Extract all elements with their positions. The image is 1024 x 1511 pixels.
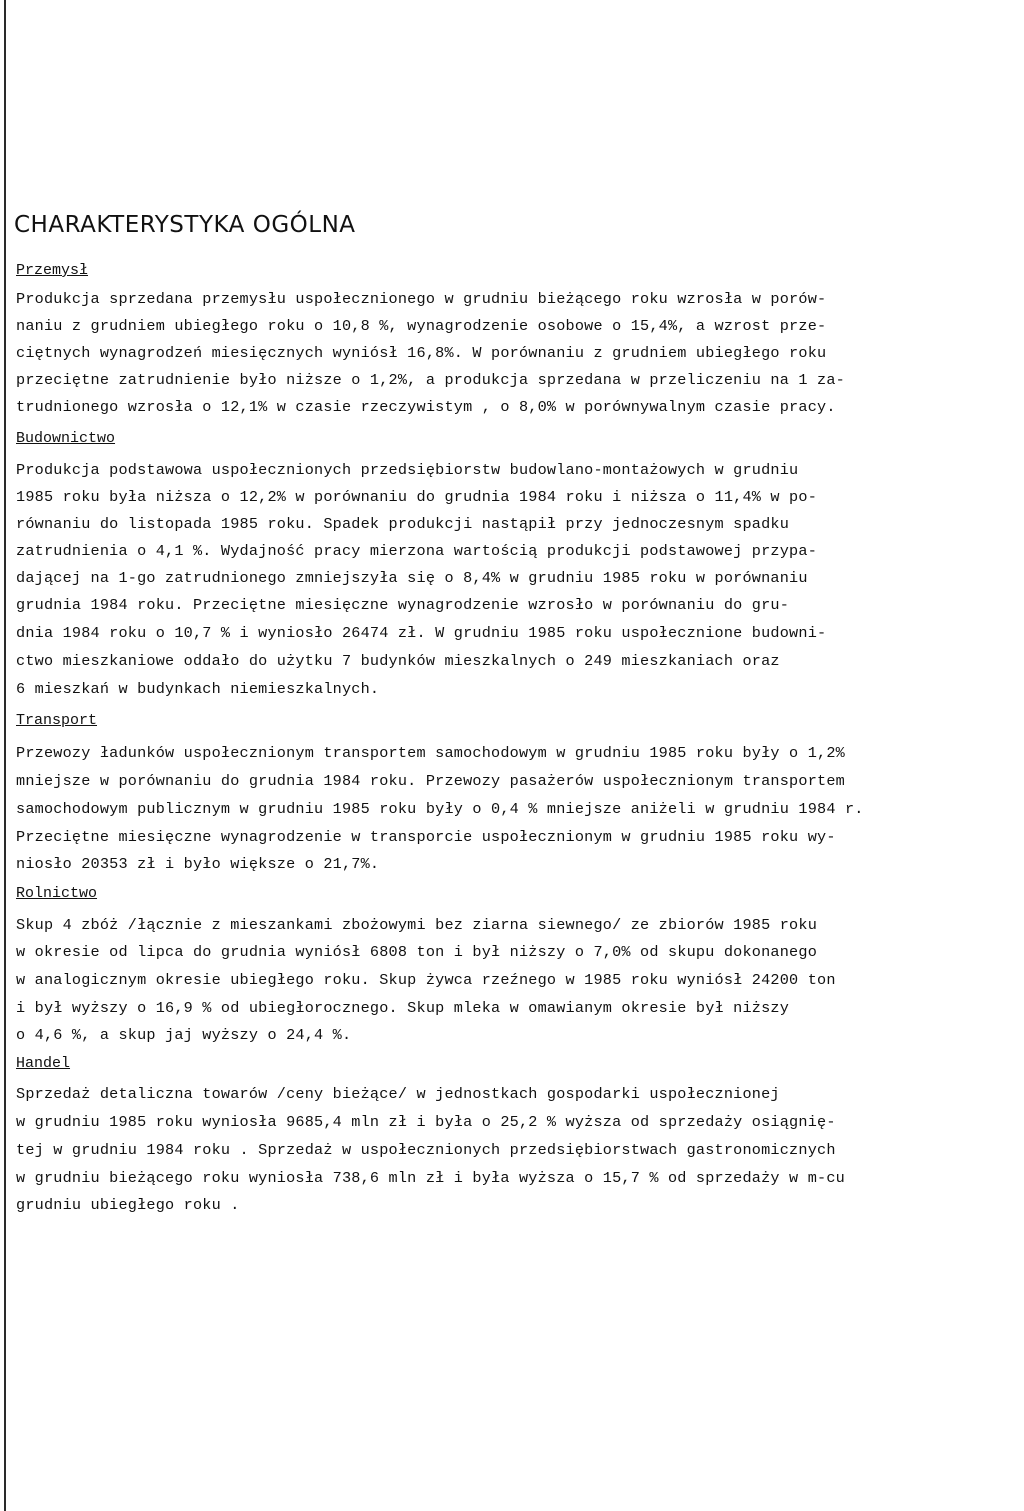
paragraph-line: i był wyższy o 16,9 % od ubiegłorocznego. Skup mleka w omawianym okresie był niższy: [16, 999, 790, 1017]
paragraph-line: grudnia 1984 roku. Przeciętne miesięczne wynagrodzenie wzrosło w porównaniu do gru-: [16, 596, 790, 614]
page-title: CHARAKTERYSTYKA OGÓLNA: [14, 212, 356, 238]
paragraph-line: tej w grudniu 1984 roku . Sprzedaż w uspołecznionych przedsiębiorstwach gastronomicznych: [16, 1141, 836, 1159]
paragraph-line: przeciętne zatrudnienie było niższe o 1,2%, a produkcja sprzedana w przeliczeniu na 1 za-: [16, 371, 845, 389]
paragraph-line: Przewozy ładunków uspołecznionym transportem samochodowym w grudniu 1985 roku były o 1,2%: [16, 744, 845, 762]
paragraph-line: dnia 1984 roku o 10,7 % i wyniosło 26474 zł. W grudniu 1985 roku uspołecznione budowni-: [16, 624, 827, 642]
section-heading-trade: Handel: [16, 1055, 71, 1072]
paragraph-line: Sprzedaż detaliczna towarów /ceny bieżące/ w jednostkach gospodarki uspołecznionej: [16, 1085, 780, 1103]
section-heading-industry: Przemysł: [16, 262, 89, 279]
paragraph-line: Produkcja podstawowa uspołecznionych przedsiębiorstw budowlano-montażowych w grudniu: [16, 461, 799, 479]
paragraph-line: 1985 roku była niższa o 12,2% w porównaniu do grudnia 1984 roku i niższa o 11,4% w po-: [16, 488, 818, 506]
paragraph-line: w grudniu 1985 roku wyniosła 9685,4 mln zł i była o 25,2 % wyższa od sprzedaży osiągnię-: [16, 1113, 836, 1131]
paragraph-line: ciętnych wynagrodzeń miesięcznych wyniósł 16,8%. W porównaniu z grudniem ubiegłego roku: [16, 344, 827, 362]
paragraph-line: zatrudnienia o 4,1 %. Wydajność pracy mierzona wartością produkcji podstawowej przypa-: [16, 542, 818, 560]
paragraph-line: równaniu do listopada 1985 roku. Spadek produkcji nastąpił przy jednoczesnym spadku: [16, 515, 790, 533]
paragraph-line: dającej na 1-go zatrudnionego zmniejszyła się o 8,4% w grudniu 1985 roku w porównaniu: [16, 569, 808, 587]
paragraph-line: Produkcja sprzedana przemysłu uspołecznionego w grudniu bieżącego roku wzrosła w porów-: [16, 290, 827, 308]
paragraph-line: Przeciętne miesięczne wynagrodzenie w transporcie uspołecznionym w grudniu 1985 roku wy-: [16, 828, 836, 846]
paragraph-line: naniu z grudniem ubiegłego roku o 10,8 %, wynagrodzenie osobowe o 15,4%, a wzrost prze-: [16, 317, 827, 335]
paragraph-line: o 4,6 %, a skup jaj wyższy o 24,4 %.: [16, 1026, 352, 1044]
paragraph-line: samochodowym publicznym w grudniu 1985 roku były o 0,4 % mniejsze aniżeli w grudniu 1984 r.: [16, 800, 864, 818]
paragraph-line: niosło 20353 zł i było większe o 21,7%.: [16, 855, 380, 873]
left-margin-rule: [4, 0, 6, 1511]
paragraph-line: ctwo mieszkaniowe oddało do użytku 7 budynków mieszkalnych o 249 mieszkaniach oraz: [16, 652, 780, 670]
section-heading-transport: Transport: [16, 712, 98, 729]
paragraph-line: grudniu ubiegłego roku .: [16, 1196, 240, 1214]
paragraph-line: mniejsze w porównaniu do grudnia 1984 roku. Przewozy pasażerów uspołecznionym transportem: [16, 772, 845, 790]
paragraph-line: w analogicznym okresie ubiegłego roku. Skup żywca rzeźnego w 1985 roku wyniósł 24200 ton: [16, 971, 836, 989]
paragraph-line: trudnionego wzrosła o 12,1% w czasie rzeczywistym , o 8,0% w porównywalnym czasie pracy.: [16, 398, 836, 416]
paragraph-line: w grudniu bieżącego roku wyniosła 738,6 mln zł i była wyższa o 15,7 % od sprzedaży w m-cu: [16, 1169, 845, 1187]
paragraph-line: 6 mieszkań w budynkach niemieszkalnych.: [16, 680, 380, 698]
paragraph-line: Skup 4 zbóż /łącznie z mieszankami zbożowymi bez ziarna siewnego/ ze zbiorów 1985 roku: [16, 916, 818, 934]
section-heading-construction: Budownictwo: [16, 430, 116, 447]
paragraph-line: w okresie od lipca do grudnia wyniósł 6808 ton i był niższy o 7,0% od skupu dokonanego: [16, 943, 818, 961]
section-heading-agriculture: Rolnictwo: [16, 885, 98, 902]
